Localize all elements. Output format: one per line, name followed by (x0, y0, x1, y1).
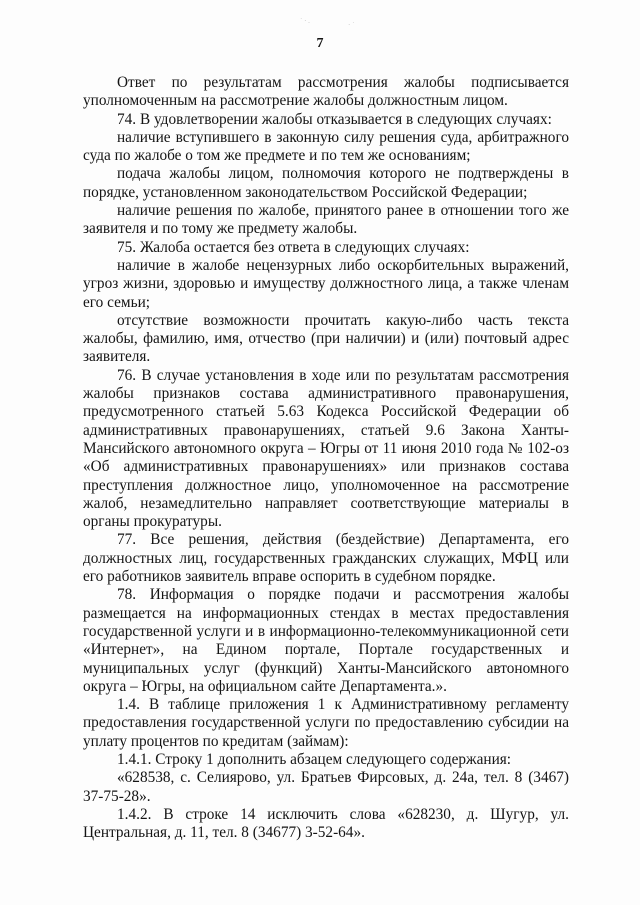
paragraph-p05: наличие решения по жалобе, принятого ранее в отношении того же заявителя и по тому же предмету жалобы. (83, 202, 569, 238)
page-number: 7 (316, 36, 324, 51)
paragraph-p04: подача жалобы лицом, полномочия которого не подтверждены в порядке, установленном законодательством Российской Федерации; (83, 165, 569, 201)
scan-speck: · ˙ (348, 21, 355, 29)
document-body (83, 74, 569, 842)
paragraph-p03: наличие вступившего в законную силу решения суда, арбитражного суда по жалобе о том же предмете и по тем же основаниям; (83, 128, 569, 165)
paragraph-p13: 1.4.1. Строку 1 дополнить абзацем следующего содержания: (117, 750, 512, 768)
paragraph-p06: 75. Жалоба остается без ответа в следующих случаях: (117, 238, 470, 256)
paragraph-p01: Ответ по результатам рассмотрения жалобы подписывается уполномоченным на рассмотрение жалобы должностным лицом. (83, 74, 569, 110)
paragraph-p14: «628538, с. Селиярово, ул. Братьев Фирсовых, д. 24а, тел. 8 (3467) 37-75-28». (83, 769, 569, 805)
paragraph-p10: 77. Все решения, действия (бездействие) Департамента, его должностных лиц, государственных гражданских служащих, МФЦ или его работников заявитель вправе оспорить в судебном порядке. (83, 531, 569, 586)
scan-speck: ˙ · . (300, 17, 310, 25)
paragraph-p09: 76. В случае установления в ходе или по результатам рассмотрения жалобы признаков состава административного правонарушения, предусмотренного статьей 5.63 Кодекса Российской Федерации об административных правонарушениях, статьей 9.6 Закона Ханты-Мансийского автономного округа – Югры от 11 июня 2010 года № 102-оз «Об административных правонарушениях» или признаков состава преступления должностное лицо, уполномоченное на рассмотрение жалоб, незамедлительно направляет соответствующие материалы в органы прокуратуры. (83, 366, 569, 531)
paragraph-p15: 1.4.2. В строке 14 исключить слова «628230, д. Шугур, ул. Центральная, д. 11, тел. 8 (34677) 3-52-64». (83, 805, 569, 842)
paragraph-p07: наличие в жалобе нецензурных либо оскорбительных выражений, угроз жизни, здоровью и имуществу должностного лица, а также членам его семьи; (83, 256, 569, 311)
paragraph-p12: 1.4. В таблице приложения 1 к Административному регламенту предоставления государственной услуги по предоставлению субсидии на уплату процентов по кредитам (займам): (83, 696, 569, 750)
paragraph-p02: 74. В удовлетворении жалобы отказывается в следующих случаях: (117, 110, 552, 128)
paragraph-p11: 78. Информация о порядке подачи и рассмотрения жалобы размещается на информационных стендах в местах предоставления государственной услуги и в информационно-телекоммуникационной сети «Интернет», на Едином портале, Портале государственных и муниципальных услуг (функций) Ханты-Мансийского автономного округа – Югры, на официальном сайте Департамента.». (83, 586, 569, 695)
paragraph-p08: отсутствие возможности прочитать какую-либо часть текста жалобы, фамилию, имя, отчество (при наличии) и (или) почтовый адрес заявителя. (83, 311, 569, 366)
